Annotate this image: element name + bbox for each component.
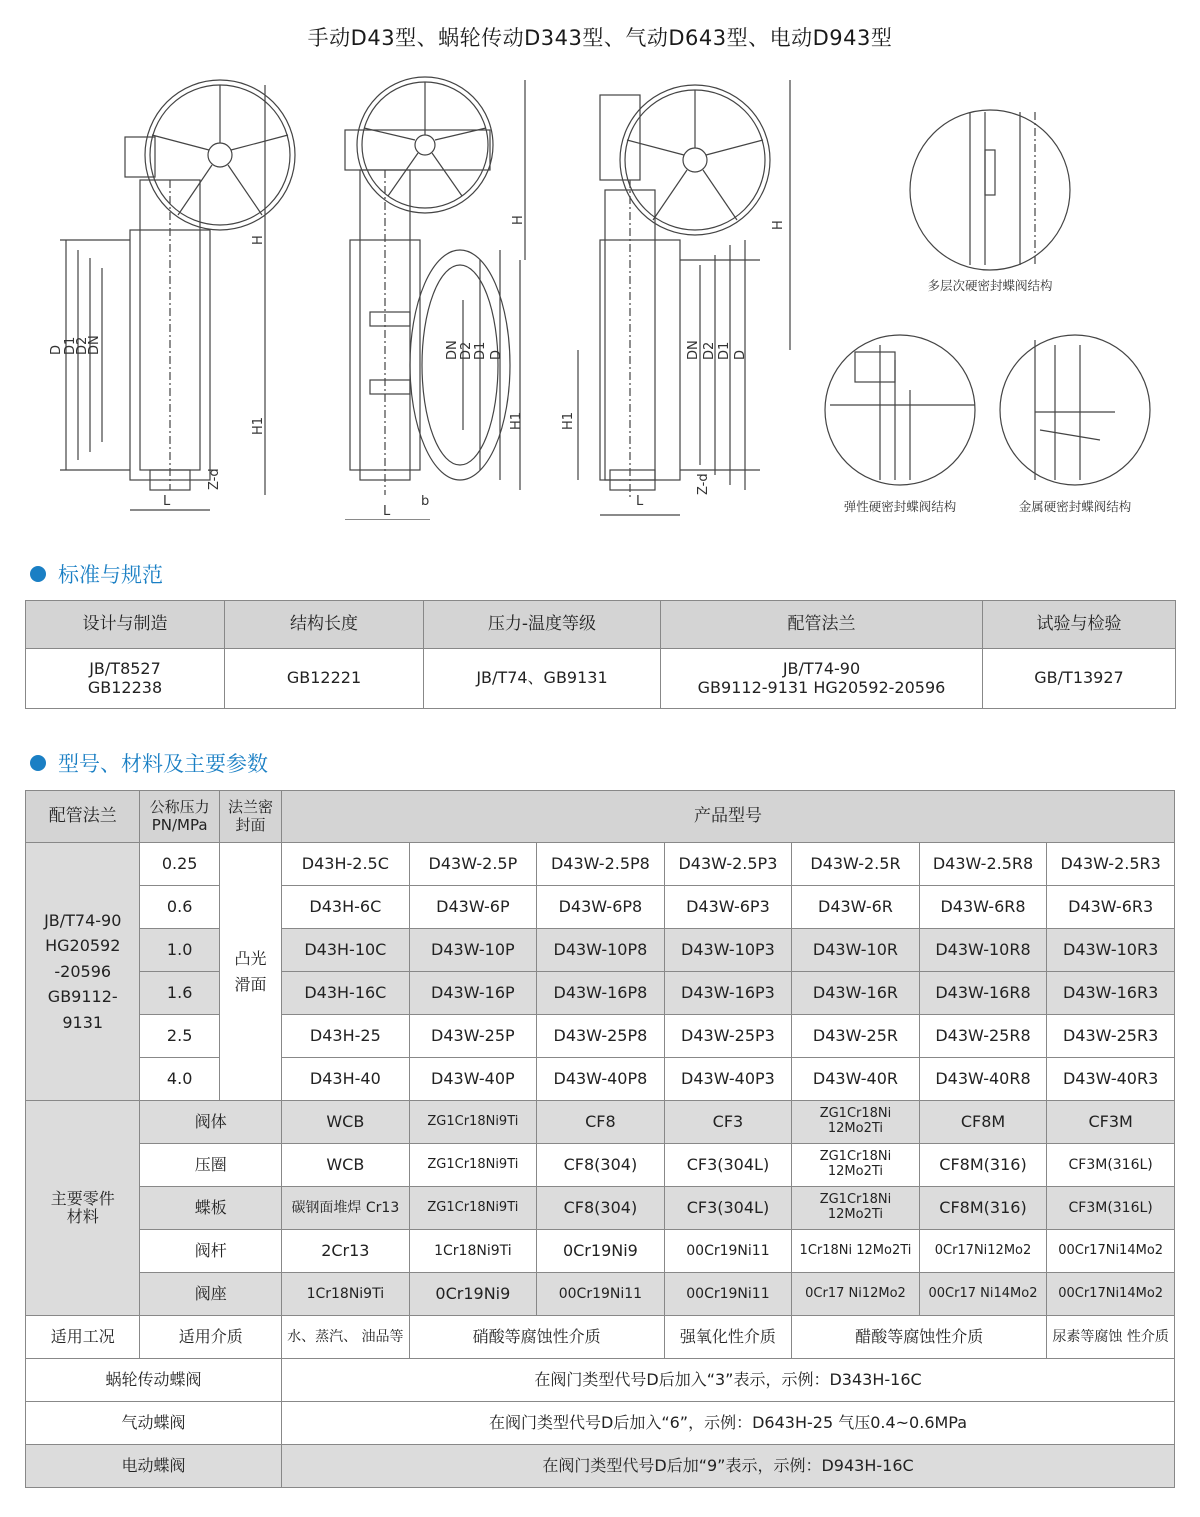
pn-value: 4.0	[140, 1058, 219, 1101]
note-label: 气动蝶阀	[26, 1402, 282, 1445]
dim-h-1: H	[251, 235, 266, 245]
model-code: D43W-40P8	[537, 1058, 665, 1101]
caption-elastic: 弹性硬密封蝶阀结构	[843, 499, 957, 514]
condition-medium-value: 水、蒸汽、 油品等	[282, 1316, 410, 1359]
conditions-medium: 适用介质	[140, 1316, 282, 1359]
dim-dn-2: DN	[445, 340, 460, 360]
model-code: D43W-25R8	[919, 1015, 1047, 1058]
material-value: 1Cr18Ni9Ti	[409, 1230, 537, 1273]
model-code: D43W-25R3	[1047, 1015, 1175, 1058]
material-value: WCB	[282, 1101, 410, 1144]
section-standards-title: 标准与规范	[30, 559, 163, 589]
model-code: D43W-2.5R	[792, 843, 920, 886]
std-flange: JB/T74-90 GB9112-9131 HG20592-20596	[661, 649, 983, 709]
model-code: D43W-25P3	[664, 1015, 792, 1058]
material-value: 00Cr17 Ni14Mo2	[919, 1273, 1047, 1316]
model-code: D43W-6P8	[537, 886, 665, 929]
seal-face: 凸光 滑面	[219, 843, 281, 1101]
hdr-product: 产品型号	[282, 791, 1175, 843]
part-name: 阀体	[140, 1101, 282, 1144]
model-code: D43W-10R3	[1047, 929, 1175, 972]
note-text: 在阀门类型代号D后加“9”表示，示例：D943H-16C	[282, 1445, 1175, 1488]
model-code: D43W-16P3	[664, 972, 792, 1015]
material-value: CF3(304L)	[664, 1187, 792, 1230]
model-code: D43W-40P3	[664, 1058, 792, 1101]
model-code: D43W-16P	[409, 972, 537, 1015]
dim-h1-2: H1	[509, 411, 524, 430]
material-value: CF8M(316)	[919, 1187, 1047, 1230]
conditions-label: 适用工况	[26, 1316, 140, 1359]
note-text: 在阀门类型代号D后加入“3”表示，示例：D343H-16C	[282, 1359, 1175, 1402]
model-code: D43W-6P3	[664, 886, 792, 929]
valve-drawing-manual	[60, 80, 295, 510]
model-code: D43H-25	[282, 1015, 410, 1058]
part-name: 阀杆	[140, 1230, 282, 1273]
material-value: CF3	[664, 1101, 792, 1144]
model-code: D43W-40R8	[919, 1058, 1047, 1101]
material-value: 00Cr19Ni11	[664, 1273, 792, 1316]
model-code: D43W-2.5P8	[537, 843, 665, 886]
dim-d-2: D	[489, 349, 504, 360]
dim-l-1: L	[163, 494, 171, 509]
material-value: ZG1Cr18Ni 12Mo2Ti	[792, 1187, 920, 1230]
condition-medium-value: 强氧化性介质	[664, 1316, 792, 1359]
caption-multi-layer: 多层次硬密封蝶阀结构	[927, 278, 1053, 293]
hdr-seal: 法兰密 封面	[219, 791, 281, 843]
material-value: 0Cr19Ni9	[409, 1273, 537, 1316]
dim-h-2: H	[511, 215, 526, 225]
material-value: ZG1Cr18Ni 12Mo2Ti	[792, 1101, 920, 1144]
dim-zd-1: Z-d	[207, 468, 222, 490]
material-value: WCB	[282, 1144, 410, 1187]
pn-value: 1.0	[140, 929, 219, 972]
hdr-pn: 公称压力 PN/MPa	[140, 791, 219, 843]
note-text: 在阀门类型代号D后加入“6”，示例：D643H-25 气压0.4~0.6MPa	[282, 1402, 1175, 1445]
model-code: D43W-40P	[409, 1058, 537, 1101]
model-code: D43W-25P8	[537, 1015, 665, 1058]
model-code: D43W-6R	[792, 886, 920, 929]
material-value: CF3M	[1047, 1101, 1175, 1144]
pn-value: 2.5	[140, 1015, 219, 1058]
models-table	[25, 790, 1175, 1488]
model-code: D43W-2.5R8	[919, 843, 1047, 886]
model-code: D43W-16R	[792, 972, 920, 1015]
model-code: D43W-25R	[792, 1015, 920, 1058]
pn-value: 1.6	[140, 972, 219, 1015]
dim-d1-2: D1	[473, 341, 488, 360]
material-value: ZG1Cr18Ni9Ti	[409, 1101, 537, 1144]
dim-h1-1: H1	[251, 416, 266, 435]
hdr-flange: 配管法兰	[26, 791, 140, 843]
model-code: D43W-16P8	[537, 972, 665, 1015]
material-value: ZG1Cr18Ni9Ti	[409, 1144, 537, 1187]
detail-elastic	[825, 335, 975, 485]
std-design: JB/T8527 GB12238	[26, 649, 225, 709]
page-title: 手动D43型、蜗轮传动D343型、气动D643型、电动D943型	[307, 26, 893, 50]
material-value: ZG1Cr18Ni 12Mo2Ti	[792, 1144, 920, 1187]
material-value: 1Cr18Ni9Ti	[282, 1273, 410, 1316]
dim-b-2: b	[421, 494, 430, 509]
dim-d-1: D	[49, 344, 64, 355]
caption-metal: 金属硬密封蝶阀结构	[1018, 499, 1132, 514]
dim-d2-3: D2	[702, 341, 717, 360]
model-code: D43W-2.5P	[409, 843, 537, 886]
material-value: CF8(304)	[537, 1144, 665, 1187]
material-value: CF3M(316L)	[1047, 1187, 1175, 1230]
dim-dn-1: DN	[87, 335, 102, 355]
material-value: 00Cr17Ni14Mo2	[1047, 1273, 1175, 1316]
model-code: D43W-25P	[409, 1015, 537, 1058]
dim-d-3: D	[733, 349, 748, 360]
dim-d2-1: D2	[75, 336, 90, 355]
model-code: D43W-40R3	[1047, 1058, 1175, 1101]
material-value: ZG1Cr18Ni9Ti	[409, 1187, 537, 1230]
model-code: D43H-40	[282, 1058, 410, 1101]
section-models-title: 型号、材料及主要参数	[30, 748, 268, 778]
dim-zd-3: Z-d	[696, 473, 711, 495]
std-pt: JB/T74、GB9131	[424, 649, 661, 709]
material-value: CF8M(316)	[919, 1144, 1047, 1187]
flange-standards: JB/T74-90 HG20592 -20596 GB9112- 9131	[26, 843, 140, 1101]
model-code: D43H-10C	[282, 929, 410, 972]
std-length: GB12221	[225, 649, 424, 709]
note-label: 电动蝶阀	[26, 1445, 282, 1488]
material-value: 碳钢面堆焊 Cr13	[282, 1187, 410, 1230]
model-code: D43W-6P	[409, 886, 537, 929]
detail-metal	[1000, 335, 1150, 485]
model-code: D43H-6C	[282, 886, 410, 929]
dim-d1-1: D1	[63, 336, 78, 355]
material-value: 00Cr19Ni11	[537, 1273, 665, 1316]
condition-medium-value: 尿素等腐蚀 性介质	[1047, 1316, 1175, 1359]
material-value: 00Cr19Ni11	[664, 1230, 792, 1273]
pn-value: 0.25	[140, 843, 219, 886]
valve-drawing-worm	[345, 77, 525, 520]
model-code: D43W-40R	[792, 1058, 920, 1101]
material-value: 0Cr17Ni12Mo2	[919, 1230, 1047, 1273]
material-value: CF3M(316L)	[1047, 1144, 1175, 1187]
model-code: D43W-10P3	[664, 929, 792, 972]
pn-value: 0.6	[140, 886, 219, 929]
dim-d1-3: D1	[717, 341, 732, 360]
bullet-icon	[30, 566, 46, 582]
standards-table	[25, 600, 1176, 709]
model-code: D43H-16C	[282, 972, 410, 1015]
std-test: GB/T13927	[983, 649, 1176, 709]
std-header-test: 试验与检验	[983, 601, 1176, 649]
detail-multi-layer	[910, 110, 1070, 270]
valve-drawing-pneumatic	[578, 80, 790, 515]
model-code: D43W-10R8	[919, 929, 1047, 972]
bullet-icon	[30, 755, 46, 771]
material-value: 00Cr17Ni14Mo2	[1047, 1230, 1175, 1273]
model-code: D43W-16R3	[1047, 972, 1175, 1015]
dim-l-3: L	[636, 494, 644, 509]
part-name: 阀座	[140, 1273, 282, 1316]
material-value: CF8	[537, 1101, 665, 1144]
model-code: D43W-2.5P3	[664, 843, 792, 886]
model-code: D43W-6R8	[919, 886, 1047, 929]
model-code: D43W-10R	[792, 929, 920, 972]
model-code: D43W-2.5R3	[1047, 843, 1175, 886]
material-value: CF8(304)	[537, 1187, 665, 1230]
std-header-design: 设计与制造	[26, 601, 225, 649]
material-value: 2Cr13	[282, 1230, 410, 1273]
material-value: 1Cr18Ni 12Mo2Ti	[792, 1230, 920, 1273]
model-code: D43W-10P	[409, 929, 537, 972]
materials-label: 主要零件 材料	[26, 1101, 140, 1316]
dim-d2-2: D2	[459, 341, 474, 360]
part-name: 蝶板	[140, 1187, 282, 1230]
note-label: 蜗轮传动蝶阀	[26, 1359, 282, 1402]
dim-l-2: L	[383, 504, 391, 519]
model-code: D43W-16R8	[919, 972, 1047, 1015]
dim-h1-3: H1	[561, 411, 576, 430]
model-code: D43W-10P8	[537, 929, 665, 972]
dim-dn-3: DN	[686, 340, 701, 360]
material-value: 0Cr19Ni9	[537, 1230, 665, 1273]
material-value: CF3(304L)	[664, 1144, 792, 1187]
condition-medium-value: 硝酸等腐蚀性介质	[409, 1316, 664, 1359]
part-name: 压圈	[140, 1144, 282, 1187]
condition-medium-value: 醋酸等腐蚀性介质	[792, 1316, 1047, 1359]
material-value: CF8M	[919, 1101, 1047, 1144]
model-code: D43W-6R3	[1047, 886, 1175, 929]
material-value: 0Cr17 Ni12Mo2	[792, 1273, 920, 1316]
model-code: D43H-2.5C	[282, 843, 410, 886]
std-header-flange: 配管法兰	[661, 601, 983, 649]
dim-h-3: H	[771, 220, 786, 230]
std-header-length: 结构长度	[225, 601, 424, 649]
std-header-pt: 压力-温度等级	[424, 601, 661, 649]
